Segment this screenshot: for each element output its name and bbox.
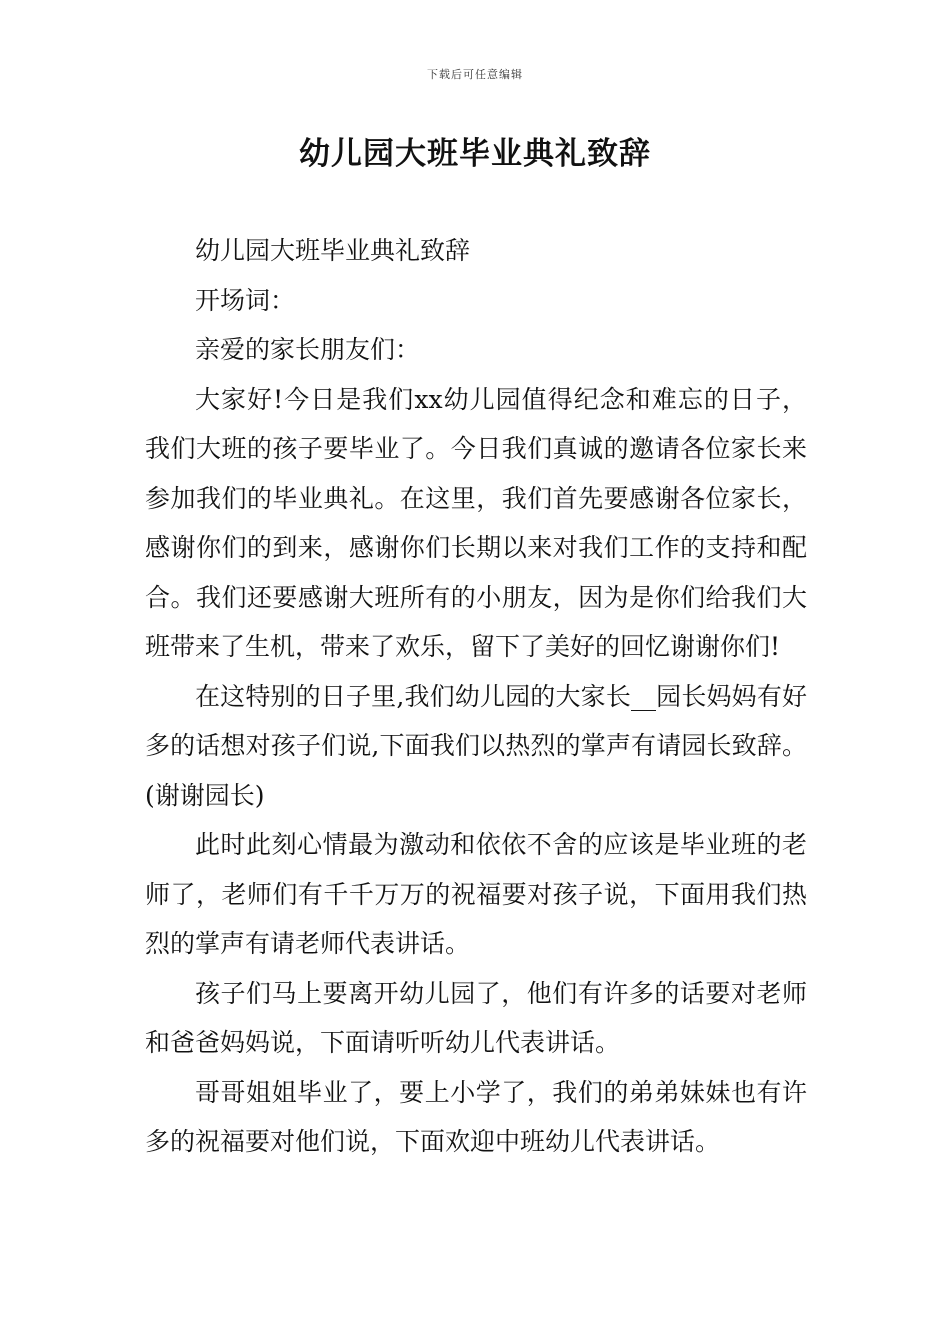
paragraph-middle-class: 哥哥姐姐毕业了，要上小学了，我们的弟弟妹妹也有许多的祝福要对他们说，下面欢迎中班幼儿代表讲话。 bbox=[145, 1077, 807, 1156]
paragraph-opening-label: 开场词： bbox=[195, 285, 296, 315]
document-title: 幼儿园大班毕业典礼致辞 bbox=[299, 136, 651, 172]
paragraph-subtitle: 幼儿园大班毕业典礼致辞 bbox=[195, 236, 471, 265]
paragraph-teachers: 此时此刻心情最为激动和依依不舍的应该是毕业班的老师了，老师们有千千万万的祝福要对孩子说，下面用我们热烈的掌声有请老师代表讲话。 bbox=[145, 830, 807, 958]
document-body bbox=[145, 226, 807, 1167]
paragraph-principal: 在这特别的日子里,我们幼儿园的大家长__园长妈妈有好多的话想对孩子们说,下面我们以热烈的掌声有请园长致辞。(谢谢园长) bbox=[145, 681, 807, 810]
paragraph-children: 孩子们马上要离开幼儿园了，他们有许多的话要对老师和爸爸妈妈说，下面请听听幼儿代表讲话。 bbox=[145, 978, 807, 1057]
header-note: 下载后可任意编辑 bbox=[427, 68, 523, 81]
paragraph-welcome: 大家好!今日是我们xx幼儿园值得纪念和难忘的日子，我们大班的孩子要毕业了。今日我们真诚的邀请各位家长来参加我们的毕业典礼。在这里，我们首先要感谢各位家长，感谢你们的到来，感谢你们长期以来对我们工作的支持和配合。我们还要感谢大班所有的小朋友，因为是你们给我们大班带来了生机，带来了欢乐，留下了美好的回忆谢谢你们! bbox=[145, 384, 807, 661]
paragraph-salutation: 亲爱的家长朋友们： bbox=[195, 335, 421, 364]
